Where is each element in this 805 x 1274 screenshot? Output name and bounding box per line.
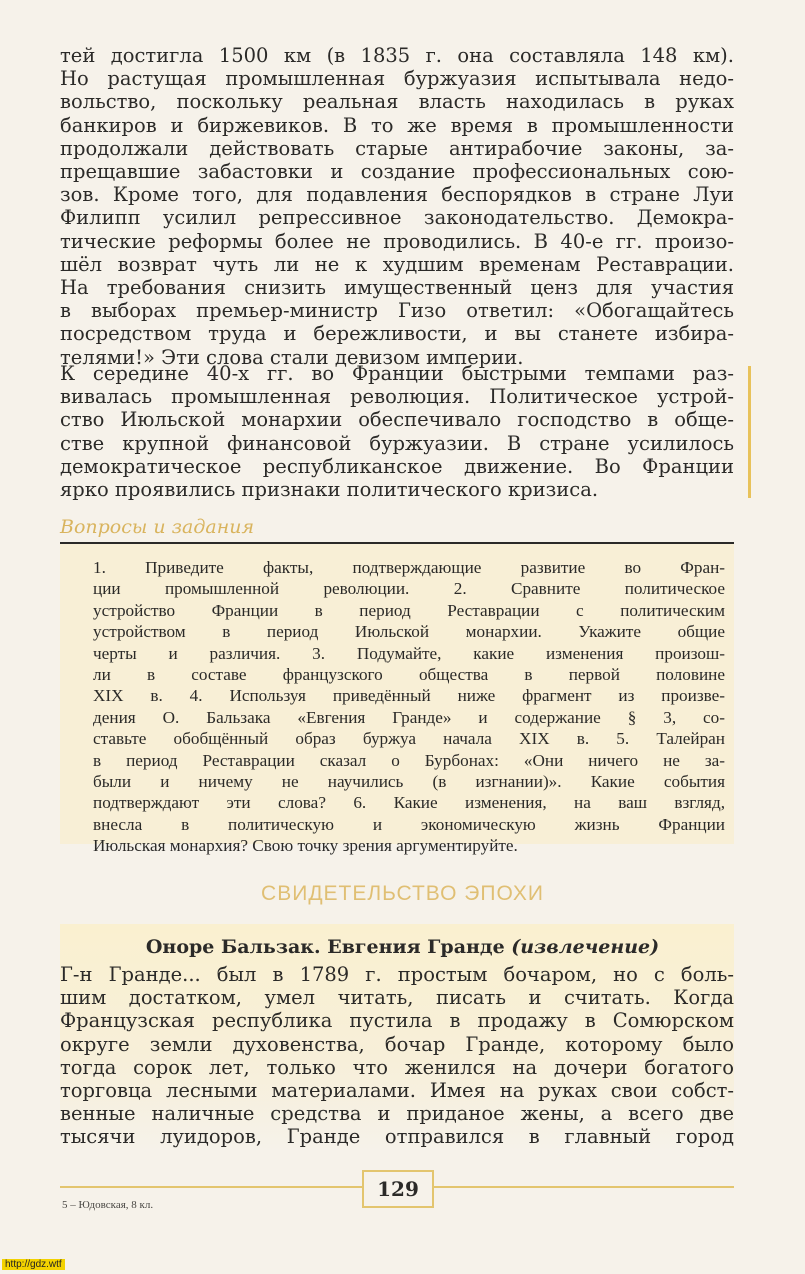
text-line: демократическое республиканское движение. Во Франции xyxy=(60,454,734,478)
question-line: устройством в период Июльской монархии. Укажите общие xyxy=(93,622,725,642)
text-line: вольство, поскольку реальная власть находилась в руках xyxy=(60,90,734,114)
question-line: внесла в политическую и экономическую жизнь Франции xyxy=(93,814,725,834)
text-line: тические реформы более не проводились. В 40-е гг. произо- xyxy=(60,229,734,253)
excerpt-title-text: Оноре Бальзак. Евгения Гранде xyxy=(145,936,505,958)
watermark-link[interactable]: http://gdz.wtf xyxy=(2,1259,65,1270)
text-line: На требования снизить имущественный ценз для участия xyxy=(60,276,734,300)
questions-list xyxy=(93,557,725,857)
text-line: торговца лесными материалами. Имея на руках свои собст- xyxy=(60,1079,734,1103)
text-line: ство Июльской монархии обеспечивало господство в обще- xyxy=(60,408,734,432)
text-line: шим достатком, умел читать, писать и считать. Когда xyxy=(60,986,734,1010)
text-line: зов. Кроме того, для подавления беспорядков в стране Луи xyxy=(60,183,734,207)
question-line: подтверждают эти слова? 6. Какие изменения, на ваш взгляд, xyxy=(93,793,725,813)
page-number: 129 xyxy=(362,1170,434,1208)
text-line: прещавшие забастовки и создание профессиональных сою- xyxy=(60,160,734,184)
evidence-section-title: СВИДЕТЕЛЬСТВО ЭПОХИ xyxy=(261,882,544,905)
text-line: Филипп усилил репрессивное законодательство. Демокра- xyxy=(60,206,734,230)
questions-section-title: Вопросы и задания xyxy=(60,516,255,538)
paragraph-2-summary xyxy=(60,362,734,501)
section-divider xyxy=(60,542,734,544)
question-line: Июльская монархия? Свою точку зрения аргументируйте. xyxy=(93,836,518,856)
text-line: стве крупной финансовой буржуазии. В стране усилилось xyxy=(60,431,734,455)
text-line: посредством труда и бережливости, и вы станете избира- xyxy=(60,322,734,346)
question-line: ставьте обобщённый образ буржуа начала XIX в. 5. Талейран xyxy=(93,729,725,749)
excerpt-paragraph xyxy=(60,963,734,1149)
question-line: ции промышленной революции. 2. Сравните политическое xyxy=(93,579,725,599)
text-line: ярко проявились признаки политического кризиса. xyxy=(60,478,599,502)
question-line: ли в составе французского общества в первой половине xyxy=(93,665,725,685)
question-line: в период Реставрации сказал о Бурбонах: «Они ничего не за- xyxy=(93,750,725,770)
footnote: 5 – Юдовская, 8 кл. xyxy=(62,1199,154,1211)
text-line: в выборах премьер-министр Гизо ответил: «Обогащайтесь xyxy=(60,299,734,323)
text-line: тей достигла 1500 км (в 1835 г. она составляла 148 км). xyxy=(60,44,734,67)
text-line: вивалась промышленная революция. Политическое устрой- xyxy=(60,385,734,409)
text-line: шёл возврат чуть ли не к худшим временам Реставрации. xyxy=(60,252,734,276)
text-line: К середине 40-х гг. во Франции быстрыми темпами раз- xyxy=(60,362,734,385)
text-line: продолжали действовать старые антирабочие законы, за- xyxy=(60,136,734,160)
question-line: XIX в. 4. Используя приведённый ниже фрагмент из произве- xyxy=(93,686,725,706)
question-line: дения О. Бальзака «Евгения Гранде» и содержание § 3, со- xyxy=(93,707,725,727)
text-line: Но растущая промышленная буржуазия испытывала недо- xyxy=(60,67,734,91)
question-line: устройство Франции в период Реставрации с политическим xyxy=(93,600,725,620)
text-line: округе земли духовенства, бочар Гранде, которому было xyxy=(60,1032,734,1056)
text-line: венные наличные средства и приданое жены, а всего две xyxy=(60,1102,734,1126)
text-line: Г-н Гранде... был в 1789 г. простым бочаром, но с боль- xyxy=(60,963,734,986)
paragraph-1 xyxy=(60,44,734,369)
question-line: 1. Приведите факты, подтверждающие развитие во Фран- xyxy=(93,558,725,577)
highlight-bar xyxy=(748,366,751,498)
excerpt-subtitle: (извлечение) xyxy=(511,936,660,958)
text-line: банкиров и биржевиков. В то же время в промышленности xyxy=(60,113,734,137)
text-line: тысячи луидоров, Гранде отправился в главный город xyxy=(60,1125,734,1149)
text-line: тогда сорок лет, только что женился на дочери богатого xyxy=(60,1055,734,1079)
question-line: были и ничему не научились (в изгнании)». Какие события xyxy=(93,772,725,792)
question-line: черты и различия. 3. Подумайте, какие изменения произош- xyxy=(93,643,725,663)
excerpt-title xyxy=(0,936,805,958)
text-line: телями!» Эти слова стали девизом империи. xyxy=(60,345,524,369)
text-line: Французская республика пустила в продажу в Сомюрском xyxy=(60,1009,734,1033)
